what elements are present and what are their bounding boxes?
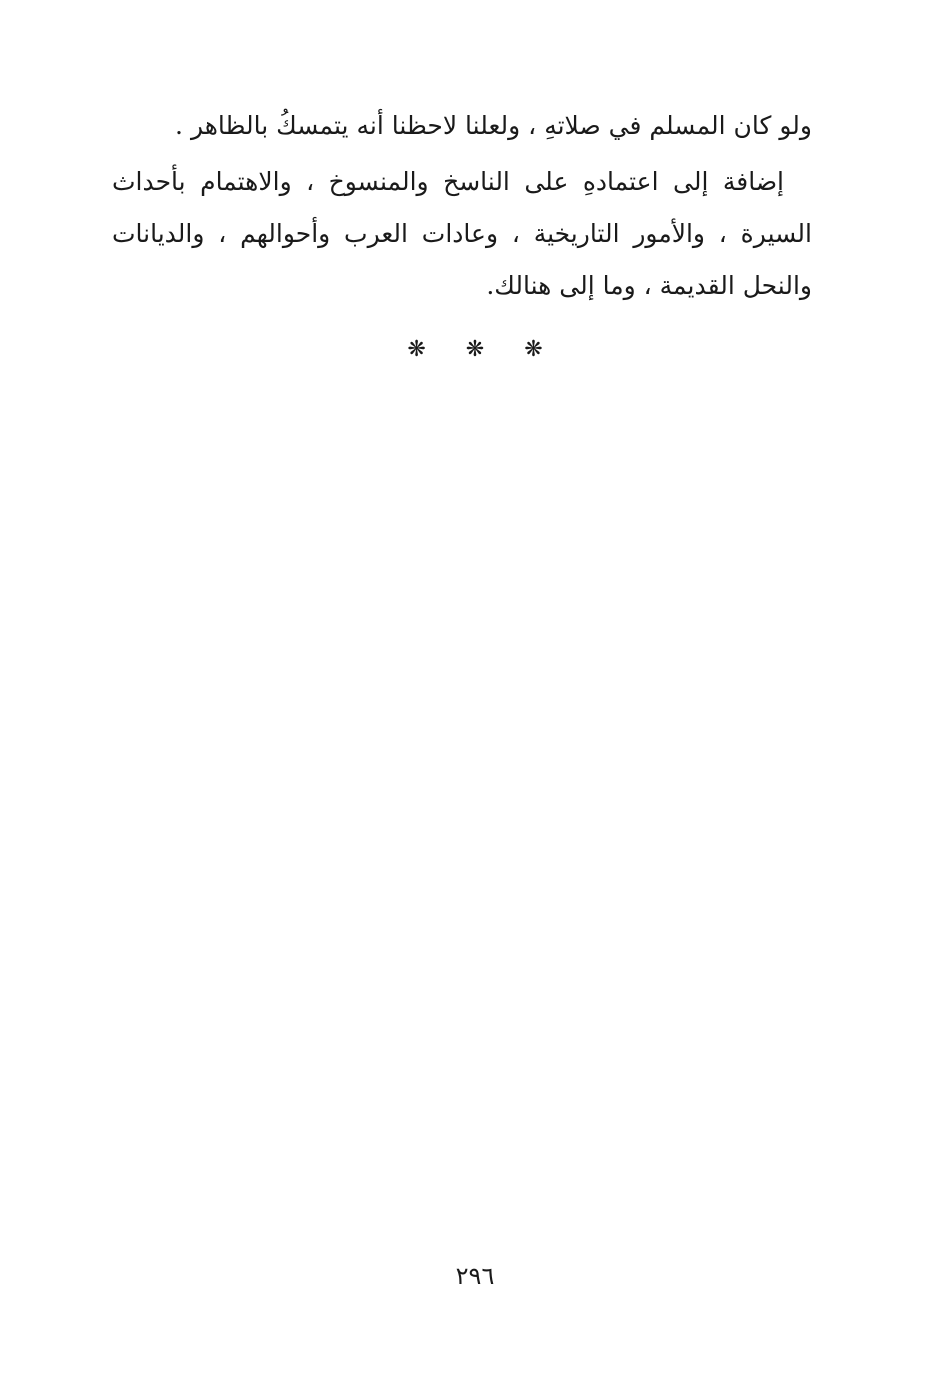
asterism-icon: ❋ <box>407 337 426 362</box>
section-separator <box>0 337 950 362</box>
page-number: ٢٩٦ <box>455 1262 495 1290</box>
body-text <box>112 100 812 312</box>
paragraph: إضافة إلى اعتمادهِ على الناسخ والمنسوخ ، والاهتمام بأحداث السيرة ، والأمور التاريخية ، وعادات العرب وأحوالهم ، والديانات والنحل القديمة ، وما إلى هنالك. <box>112 167 812 300</box>
paragraph: ولو كان المسلم في صلاتهِ ، ولعلنا لاحظنا أنه يتمسكُ بالظاهر . <box>175 111 812 140</box>
asterism-icon: ❋ <box>465 337 485 362</box>
asterism-icon: ❋ <box>524 337 543 362</box>
